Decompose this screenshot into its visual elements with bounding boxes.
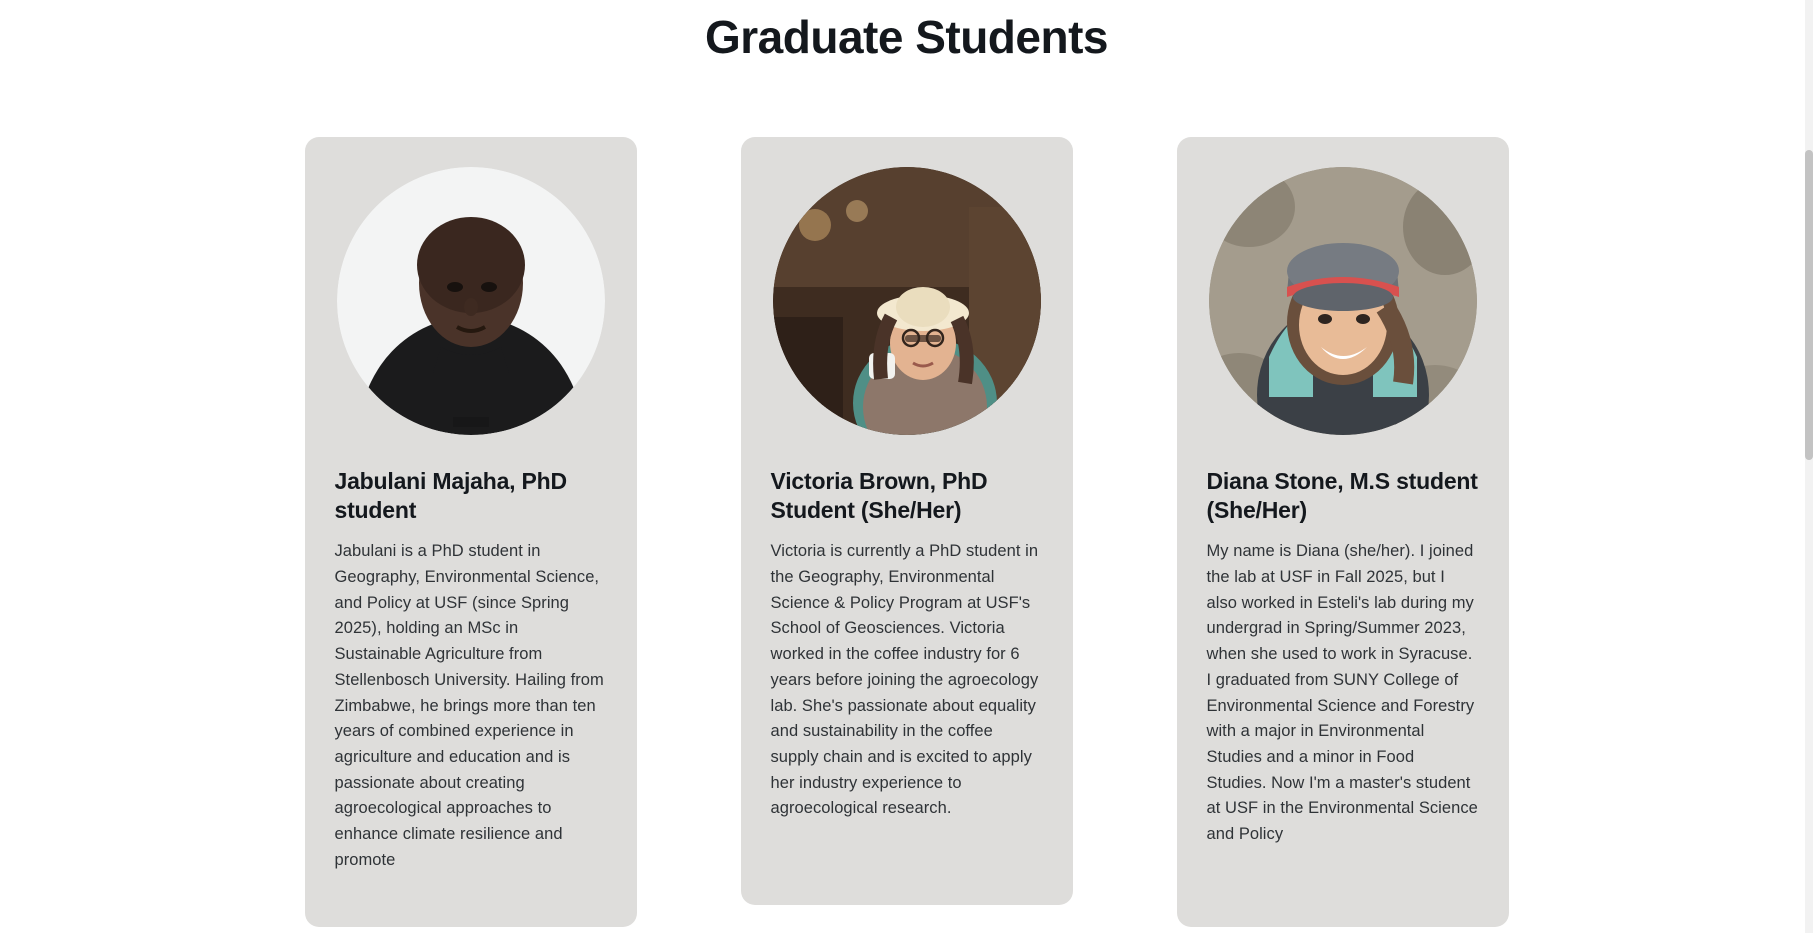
portrait-diana-stone-image <box>1209 167 1477 435</box>
student-name: Jabulani Majaha, PhD student <box>334 468 567 524</box>
avatar <box>773 167 1041 435</box>
student-card <box>1177 137 1509 927</box>
student-bio: Victoria is currently a PhD student in the Geography, Environmental Science & Policy Program at USF's School of Geosciences. Victoria worked in the coffee industry for 6 years before joining the agroecology lab. She's passionate about equality and sustainability in the coffee supply chain and is excited to apply her industry experience to agroecological research. <box>770 542 1039 818</box>
portrait-jabulani-majaha-image <box>337 167 605 435</box>
student-card <box>741 137 1073 905</box>
student-name: Diana Stone, M.S student (She/Her) <box>1206 468 1478 524</box>
student-card-list <box>0 137 1813 927</box>
portrait-victoria-brown-image <box>773 167 1041 435</box>
avatar <box>1209 167 1477 435</box>
student-name: Victoria Brown, PhD Student (She/Her) <box>770 468 988 524</box>
page-title: Graduate Students <box>704 11 1108 63</box>
avatar <box>337 167 605 435</box>
page-scrollbar-track[interactable] <box>1805 0 1813 933</box>
page-scrollbar-thumb[interactable] <box>1805 150 1813 460</box>
student-bio: Jabulani is a PhD student in Geography, Environmental Science, and Policy at USF (since Spring 2025), holding an MSc in Sustainable Agriculture from Stellenbosch University. Hailing from Zimbabwe, he brings more than ten years of combined experience in agriculture and education and is passionate about creating agroecological approaches to enhance climate resilience and promote <box>334 542 604 869</box>
student-bio: My name is Diana (she/her). I joined the lab at USF in Fall 2025, but I also worked in Esteli's lab during my undergrad in Spring/Summer 2023, when she used to work in Syracuse. I graduated from SUNY College of Environmental Science and Forestry with a major in Environmental Studies and a minor in Food Studies. Now I'm a master's student at USF in the Environmental Science and Policy <box>1206 542 1478 844</box>
student-card <box>305 137 637 927</box>
